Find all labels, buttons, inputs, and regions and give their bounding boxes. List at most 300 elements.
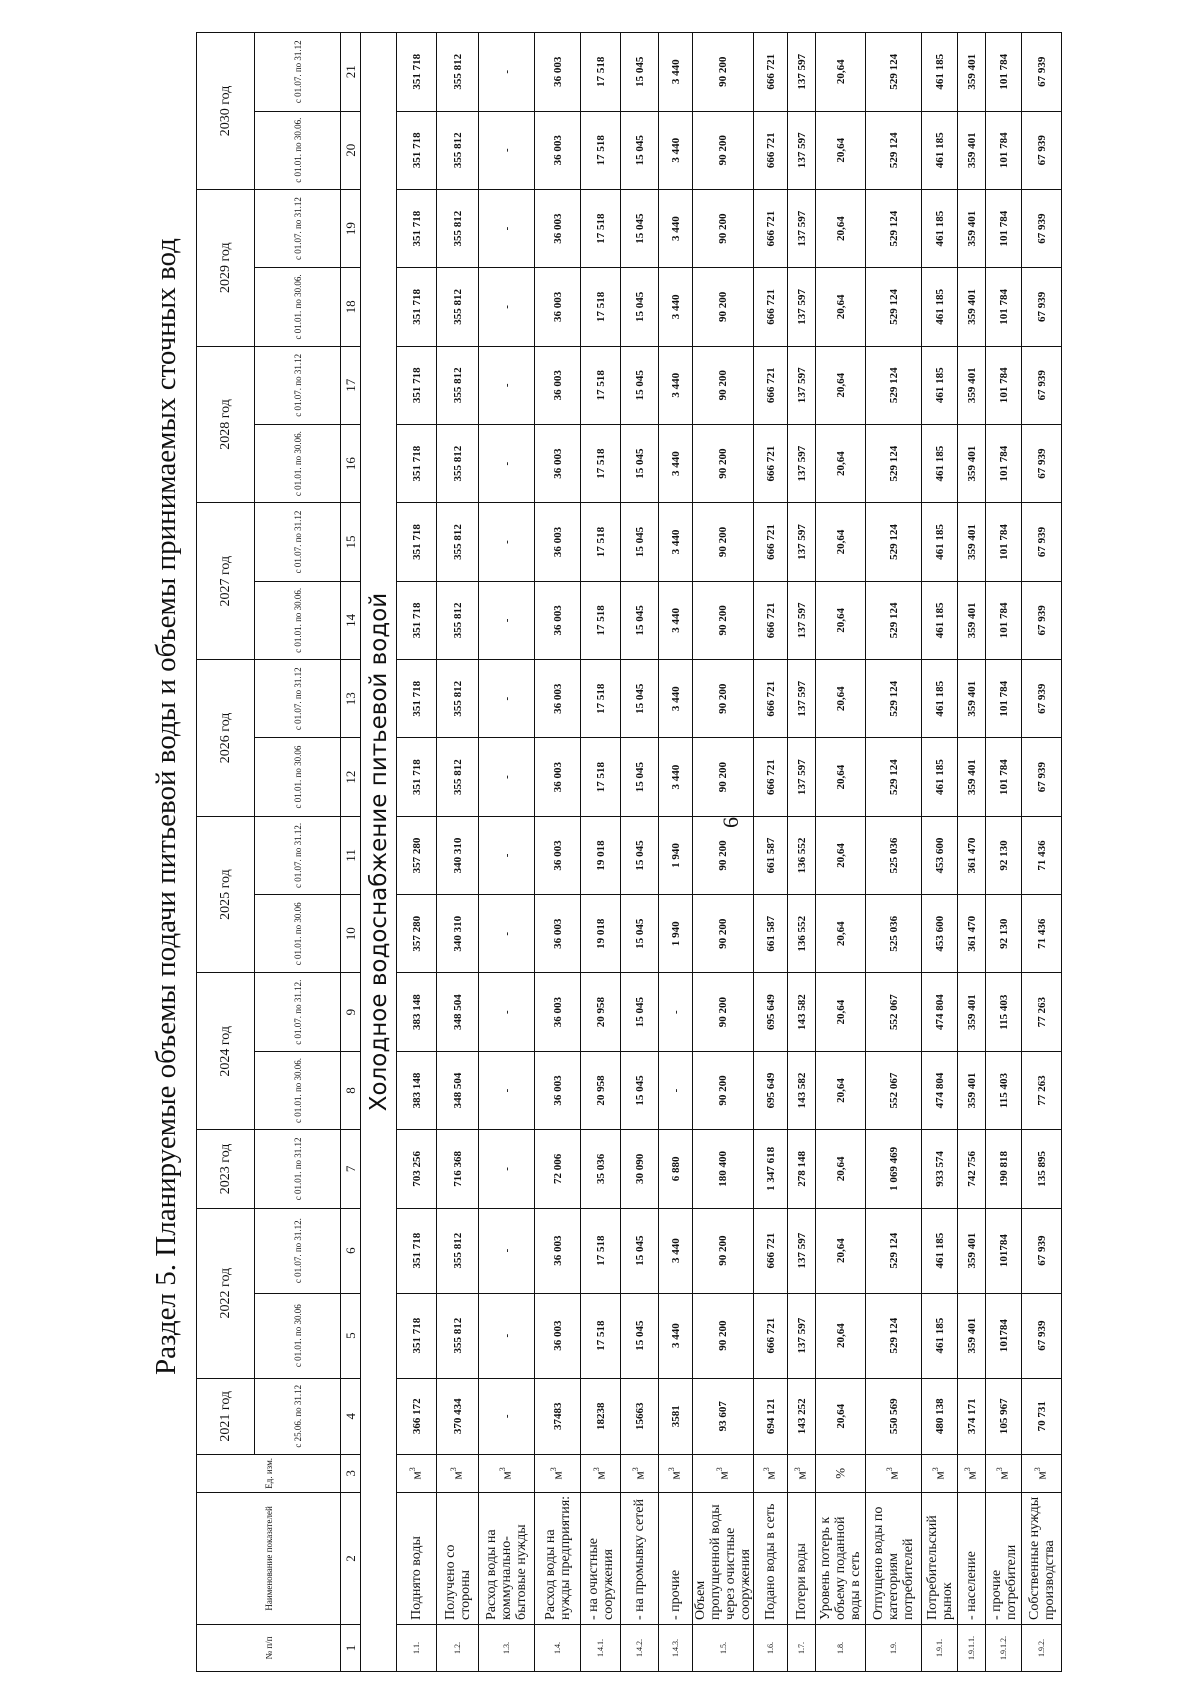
value-cell: - (479, 816, 535, 894)
column-number: 2 (341, 1492, 361, 1624)
value-cell: 359 401 (958, 424, 986, 502)
row-number: 1.9.1.2. (986, 1624, 1022, 1671)
value-cell: 529 124 (866, 581, 922, 659)
table-row (659, 33, 693, 1672)
header-period: с 01.07. по 31.12 (255, 189, 341, 267)
column-number: 1 (341, 1624, 361, 1671)
value-cell: 351 718 (397, 33, 437, 112)
row-number: 1.3. (479, 1624, 535, 1671)
value-cell: 351 718 (397, 424, 437, 502)
value-cell: 36 003 (535, 973, 581, 1051)
table-row (581, 33, 621, 1672)
value-cell: 355 812 (437, 660, 479, 738)
value-cell: 101 784 (986, 738, 1022, 816)
value-cell: 36 003 (535, 268, 581, 346)
unit-text: м (549, 1471, 565, 1480)
value-cell: 703 256 (397, 1130, 437, 1208)
value-cell: 3 440 (659, 268, 693, 346)
value-cell: 90 200 (693, 503, 754, 581)
value-cell: 90 200 (693, 738, 754, 816)
value-cell: 359 401 (958, 268, 986, 346)
value-cell: - (479, 738, 535, 816)
unit-text: м (498, 1471, 514, 1480)
value-cell: 20,64 (816, 973, 866, 1051)
unit-text: м (631, 1471, 647, 1480)
value-cell: 20,64 (816, 1051, 866, 1129)
value-cell: 374 171 (958, 1378, 986, 1454)
value-cell: 666 721 (754, 111, 788, 189)
indicator-name: Собственные нужды производства (1022, 1492, 1062, 1624)
value-cell: 36 003 (535, 189, 581, 267)
value-cell: 101 784 (986, 346, 1022, 424)
value-cell: 20 958 (581, 973, 621, 1051)
header-unit: Ед. изм. (197, 1454, 341, 1492)
value-cell: 3 440 (659, 189, 693, 267)
value-cell: - (479, 660, 535, 738)
value-cell: 36 003 (535, 660, 581, 738)
unit-cell (535, 1454, 581, 1492)
column-number: 5 (341, 1293, 361, 1378)
value-cell: 1 940 (659, 816, 693, 894)
value-cell: 18238 (581, 1378, 621, 1454)
header-period: с 25.06. по 31.12 (255, 1378, 341, 1454)
value-cell: 17 518 (581, 268, 621, 346)
value-cell: 355 812 (437, 189, 479, 267)
value-cell: 101 784 (986, 33, 1022, 112)
value-cell: - (479, 346, 535, 424)
section-row (361, 33, 397, 1672)
value-cell: 552 067 (866, 973, 922, 1051)
value-cell: 15 045 (621, 189, 659, 267)
value-cell: 351 718 (397, 660, 437, 738)
value-cell: 101784 (986, 1208, 1022, 1293)
indicator-name: - прочие потребители (986, 1492, 1022, 1624)
unit-superscript: 3 (498, 1467, 508, 1472)
header-period: с 01.07. по 31.12 (255, 33, 341, 112)
value-cell: 17 518 (581, 660, 621, 738)
value-cell: 15 045 (621, 346, 659, 424)
header-period: с 01.01. по 30.06 (255, 738, 341, 816)
value-cell: - (479, 1130, 535, 1208)
value-cell: 474 804 (922, 1051, 958, 1129)
indicator-name: - на очистные сооружения (581, 1492, 621, 1624)
unit-superscript: 3 (793, 1467, 803, 1472)
value-cell: 933 574 (922, 1130, 958, 1208)
value-cell: 105 967 (986, 1378, 1022, 1454)
indicator-name: Уровень потерь к объему поданной воды в сеть (816, 1492, 866, 1624)
value-cell: 101 784 (986, 268, 1022, 346)
value-cell: 67 939 (1022, 738, 1062, 816)
value-cell: 351 718 (397, 268, 437, 346)
value-cell: 15 045 (621, 816, 659, 894)
value-cell: - (479, 1378, 535, 1454)
data-table-container (196, 32, 1057, 1672)
unit-cell (986, 1454, 1022, 1492)
value-cell: 15 045 (621, 1293, 659, 1378)
value-cell: 137 597 (788, 268, 816, 346)
value-cell: 71 436 (1022, 895, 1062, 973)
value-cell: 15663 (621, 1378, 659, 1454)
value-cell: 67 939 (1022, 111, 1062, 189)
header-period: с 01.07. по 31.12 (255, 660, 341, 738)
value-cell: 77 263 (1022, 973, 1062, 1051)
indicator-name: Поднято воды (397, 1492, 437, 1624)
value-cell: 72 006 (535, 1130, 581, 1208)
value-cell: 359 401 (958, 1051, 986, 1129)
value-cell: 143 252 (788, 1378, 816, 1454)
row-number: 1.1. (397, 1624, 437, 1671)
value-cell: 348 504 (437, 973, 479, 1051)
table-row (816, 33, 866, 1672)
value-cell: 90 200 (693, 1208, 754, 1293)
value-cell: 666 721 (754, 33, 788, 112)
table-row (958, 33, 986, 1672)
value-cell: 3 440 (659, 33, 693, 112)
value-cell: 101 784 (986, 503, 1022, 581)
value-cell: 71 436 (1022, 816, 1062, 894)
value-cell: 1 069 469 (866, 1130, 922, 1208)
value-cell: 461 185 (922, 1208, 958, 1293)
value-cell: 355 812 (437, 346, 479, 424)
value-cell: 351 718 (397, 581, 437, 659)
value-cell: 529 124 (866, 738, 922, 816)
value-cell: 529 124 (866, 1208, 922, 1293)
value-cell: 357 280 (397, 816, 437, 894)
value-cell: 17 518 (581, 111, 621, 189)
row-number: 1.9. (866, 1624, 922, 1671)
value-cell: 67 939 (1022, 581, 1062, 659)
value-cell: 67 939 (1022, 503, 1062, 581)
value-cell: 15 045 (621, 660, 659, 738)
value-cell: 20,64 (816, 660, 866, 738)
header-row-years (197, 33, 255, 1672)
column-number: 9 (341, 973, 361, 1051)
value-cell: - (479, 268, 535, 346)
value-cell: 666 721 (754, 268, 788, 346)
row-number: 1.4.1. (581, 1624, 621, 1671)
unit-cell (479, 1454, 535, 1492)
value-cell: 666 721 (754, 503, 788, 581)
header-period: с 01.01. по 31.12 (255, 1130, 341, 1208)
value-cell: 92 130 (986, 895, 1022, 973)
unit-superscript: 3 (667, 1467, 677, 1472)
value-cell: 359 401 (958, 660, 986, 738)
value-cell: 529 124 (866, 424, 922, 502)
value-cell: 742 756 (958, 1130, 986, 1208)
unit-cell (816, 1454, 866, 1492)
header-year: 2030 год (197, 33, 255, 190)
value-cell: 461 185 (922, 111, 958, 189)
value-cell: 101 784 (986, 111, 1022, 189)
value-cell: 20,64 (816, 111, 866, 189)
value-cell: 135 895 (1022, 1130, 1062, 1208)
indicator-name: Потребительский рынок (922, 1492, 958, 1624)
unit-text: м (931, 1471, 947, 1480)
value-cell: 20,64 (816, 581, 866, 659)
table-row (621, 33, 659, 1672)
value-cell: 67 939 (1022, 33, 1062, 112)
value-cell: 36 003 (535, 1051, 581, 1129)
value-cell: 90 200 (693, 1051, 754, 1129)
value-cell: 666 721 (754, 1293, 788, 1378)
value-cell: 351 718 (397, 346, 437, 424)
value-cell: 361 470 (958, 895, 986, 973)
column-number: 17 (341, 346, 361, 424)
value-cell: 15 045 (621, 738, 659, 816)
header-period: с 01.01. по 30.06. (255, 268, 341, 346)
row-number: 1.7. (788, 1624, 816, 1671)
value-cell: 3 440 (659, 503, 693, 581)
value-cell: 461 185 (922, 581, 958, 659)
value-cell: 115 403 (986, 973, 1022, 1051)
value-cell: 67 939 (1022, 1208, 1062, 1293)
value-cell: 351 718 (397, 189, 437, 267)
value-cell: 70 731 (1022, 1378, 1062, 1454)
value-cell: 36 003 (535, 111, 581, 189)
table-row (437, 33, 479, 1672)
value-cell: 3 440 (659, 111, 693, 189)
value-cell: 36 003 (535, 581, 581, 659)
value-cell: 36 003 (535, 1208, 581, 1293)
column-number: 16 (341, 424, 361, 502)
value-cell: 90 200 (693, 581, 754, 659)
value-cell: 90 200 (693, 973, 754, 1051)
value-cell: - (659, 973, 693, 1051)
value-cell: 101 784 (986, 189, 1022, 267)
value-cell: 355 812 (437, 424, 479, 502)
indicator-name: Расход воды на коммунально-бытовые нужды (479, 1492, 535, 1624)
row-number: 1.6. (754, 1624, 788, 1671)
unit-cell (788, 1454, 816, 1492)
value-cell: 90 200 (693, 268, 754, 346)
value-cell: 351 718 (397, 503, 437, 581)
value-cell: 15 045 (621, 1051, 659, 1129)
value-cell: 90 200 (693, 111, 754, 189)
value-cell: - (659, 1051, 693, 1129)
value-cell: 20,64 (816, 33, 866, 112)
value-cell: 36 003 (535, 1293, 581, 1378)
unit-cell (754, 1454, 788, 1492)
indicator-name: Расход воды на нужды предприятия: (535, 1492, 581, 1624)
unit-cell (1022, 1454, 1062, 1492)
header-row-column-numbers (341, 33, 361, 1672)
value-cell: 355 812 (437, 738, 479, 816)
value-cell: 461 185 (922, 268, 958, 346)
indicator-name: Объем пропущенной воды через очистные сооружения (693, 1492, 754, 1624)
unit-cell (958, 1454, 986, 1492)
value-cell: 359 401 (958, 189, 986, 267)
value-cell: 3 440 (659, 346, 693, 424)
value-cell: 529 124 (866, 660, 922, 738)
value-cell: 90 200 (693, 816, 754, 894)
value-cell: 525 036 (866, 816, 922, 894)
value-cell: 15 045 (621, 895, 659, 973)
value-cell: 90 200 (693, 33, 754, 112)
header-year: 2029 год (197, 189, 255, 346)
value-cell: 355 812 (437, 503, 479, 581)
header-period: с 01.07. по 31.12. (255, 1208, 341, 1293)
value-cell: 36 003 (535, 424, 581, 502)
value-cell: 695 649 (754, 1051, 788, 1129)
value-cell: 355 812 (437, 581, 479, 659)
header-year: 2021 год (197, 1378, 255, 1454)
value-cell: 137 597 (788, 346, 816, 424)
value-cell: 36 003 (535, 346, 581, 424)
value-cell: 370 434 (437, 1378, 479, 1454)
value-cell: 17 518 (581, 346, 621, 424)
value-cell: 3 440 (659, 1293, 693, 1378)
indicator-name: - население (958, 1492, 986, 1624)
column-number: 10 (341, 895, 361, 973)
unit-text: м (995, 1471, 1011, 1480)
value-cell: 101 784 (986, 581, 1022, 659)
header-year: 2023 год (197, 1130, 255, 1208)
value-cell: 552 067 (866, 1051, 922, 1129)
row-number: 1.9.1. (922, 1624, 958, 1671)
value-cell: 20,64 (816, 816, 866, 894)
value-cell: 3581 (659, 1378, 693, 1454)
unit-superscript: 3 (885, 1467, 895, 1472)
table-row (1022, 33, 1062, 1672)
page-title: Раздел 5. Планируемые объемы подачи питьевой воды и объемы принимаемых сточных вод (150, 238, 182, 1375)
header-year: 2025 год (197, 816, 255, 973)
value-cell: 137 597 (788, 111, 816, 189)
value-cell: 351 718 (397, 1208, 437, 1293)
unit-superscript: 3 (762, 1467, 772, 1472)
unit-cell (866, 1454, 922, 1492)
indicator-name: Отпущено воды по категориям потребителей (866, 1492, 922, 1624)
value-cell: 77 263 (1022, 1051, 1062, 1129)
value-cell: 383 148 (397, 1051, 437, 1129)
header-year: 2024 год (197, 973, 255, 1130)
unit-superscript: 3 (408, 1467, 418, 1472)
indicator-name: Потери воды (788, 1492, 816, 1624)
value-cell: 136 552 (788, 816, 816, 894)
row-number: 1.9.2. (1022, 1624, 1062, 1671)
header-year: 2026 год (197, 660, 255, 817)
value-cell: 666 721 (754, 581, 788, 659)
value-cell: 1 940 (659, 895, 693, 973)
value-cell: 67 939 (1022, 268, 1062, 346)
value-cell: 661 587 (754, 816, 788, 894)
value-cell: 1 347 618 (754, 1130, 788, 1208)
column-number: 21 (341, 33, 361, 112)
value-cell: 67 939 (1022, 1293, 1062, 1378)
value-cell: 90 200 (693, 1293, 754, 1378)
value-cell: 17 518 (581, 33, 621, 112)
value-cell: 359 401 (958, 111, 986, 189)
value-cell: 15 045 (621, 503, 659, 581)
value-cell: 529 124 (866, 503, 922, 581)
header-period: с 01.07. по 31.12. (255, 816, 341, 894)
value-cell: 36 003 (535, 33, 581, 112)
value-cell: - (479, 111, 535, 189)
unit-cell (621, 1454, 659, 1492)
section-title: Холодное водоснабжение питьевой водой (361, 33, 397, 1672)
unit-text: м (715, 1471, 731, 1480)
value-cell: 101 784 (986, 424, 1022, 502)
value-cell: 695 649 (754, 973, 788, 1051)
value-cell: 461 185 (922, 424, 958, 502)
indicator-name: - на промывку сетей (621, 1492, 659, 1624)
value-cell: 93 607 (693, 1378, 754, 1454)
value-cell: 359 401 (958, 738, 986, 816)
value-cell: 20,64 (816, 1208, 866, 1293)
row-number: 1.2. (437, 1624, 479, 1671)
value-cell: 359 401 (958, 1208, 986, 1293)
column-number: 6 (341, 1208, 361, 1293)
row-number: 1.5. (693, 1624, 754, 1671)
value-cell: 359 401 (958, 581, 986, 659)
value-cell: 666 721 (754, 660, 788, 738)
value-cell: 137 597 (788, 660, 816, 738)
unit-text: м (1033, 1471, 1049, 1480)
value-cell: 15 045 (621, 33, 659, 112)
value-cell: 355 812 (437, 268, 479, 346)
value-cell: 137 597 (788, 1293, 816, 1378)
unit-superscript: 3 (1033, 1467, 1043, 1472)
value-cell: 190 818 (986, 1130, 1022, 1208)
value-cell: 20,64 (816, 503, 866, 581)
unit-text: м (449, 1471, 465, 1480)
value-cell: 20,64 (816, 895, 866, 973)
value-cell: - (479, 581, 535, 659)
value-cell: 36 003 (535, 895, 581, 973)
unit-cell (659, 1454, 693, 1492)
value-cell: 36 003 (535, 816, 581, 894)
value-cell: 359 401 (958, 973, 986, 1051)
value-cell: 529 124 (866, 346, 922, 424)
unit-text: м (408, 1471, 424, 1480)
value-cell: 3 440 (659, 660, 693, 738)
table-header (197, 33, 361, 1672)
value-cell: 340 310 (437, 816, 479, 894)
page-number: 6 (718, 817, 743, 828)
value-cell: 20,64 (816, 738, 866, 816)
value-cell: 35 036 (581, 1130, 621, 1208)
unit-superscript: 3 (995, 1467, 1005, 1472)
value-cell: 143 582 (788, 1051, 816, 1129)
column-number: 3 (341, 1454, 361, 1492)
value-cell: 461 185 (922, 33, 958, 112)
unit-text: м (793, 1471, 809, 1480)
unit-superscript: 3 (449, 1467, 459, 1472)
value-cell: 351 718 (397, 111, 437, 189)
value-cell: - (479, 33, 535, 112)
value-cell: 19 018 (581, 816, 621, 894)
value-cell: - (479, 973, 535, 1051)
column-number: 18 (341, 268, 361, 346)
header-name: Наименование показателей (197, 1492, 341, 1624)
header-period: с 01.01. по 30.06 (255, 1293, 341, 1378)
column-number: 12 (341, 738, 361, 816)
row-number: 1.4. (535, 1624, 581, 1671)
table-row (986, 33, 1022, 1672)
value-cell: 3 440 (659, 738, 693, 816)
value-cell: 359 401 (958, 1293, 986, 1378)
value-cell: 17 518 (581, 424, 621, 502)
value-cell: 15 045 (621, 581, 659, 659)
value-cell: 355 812 (437, 1293, 479, 1378)
value-cell: 666 721 (754, 1208, 788, 1293)
unit-text: м (592, 1471, 608, 1480)
value-cell: 355 812 (437, 111, 479, 189)
table-row (479, 33, 535, 1672)
value-cell: - (479, 1051, 535, 1129)
value-cell: 137 597 (788, 581, 816, 659)
value-cell: 340 310 (437, 895, 479, 973)
value-cell: 529 124 (866, 268, 922, 346)
